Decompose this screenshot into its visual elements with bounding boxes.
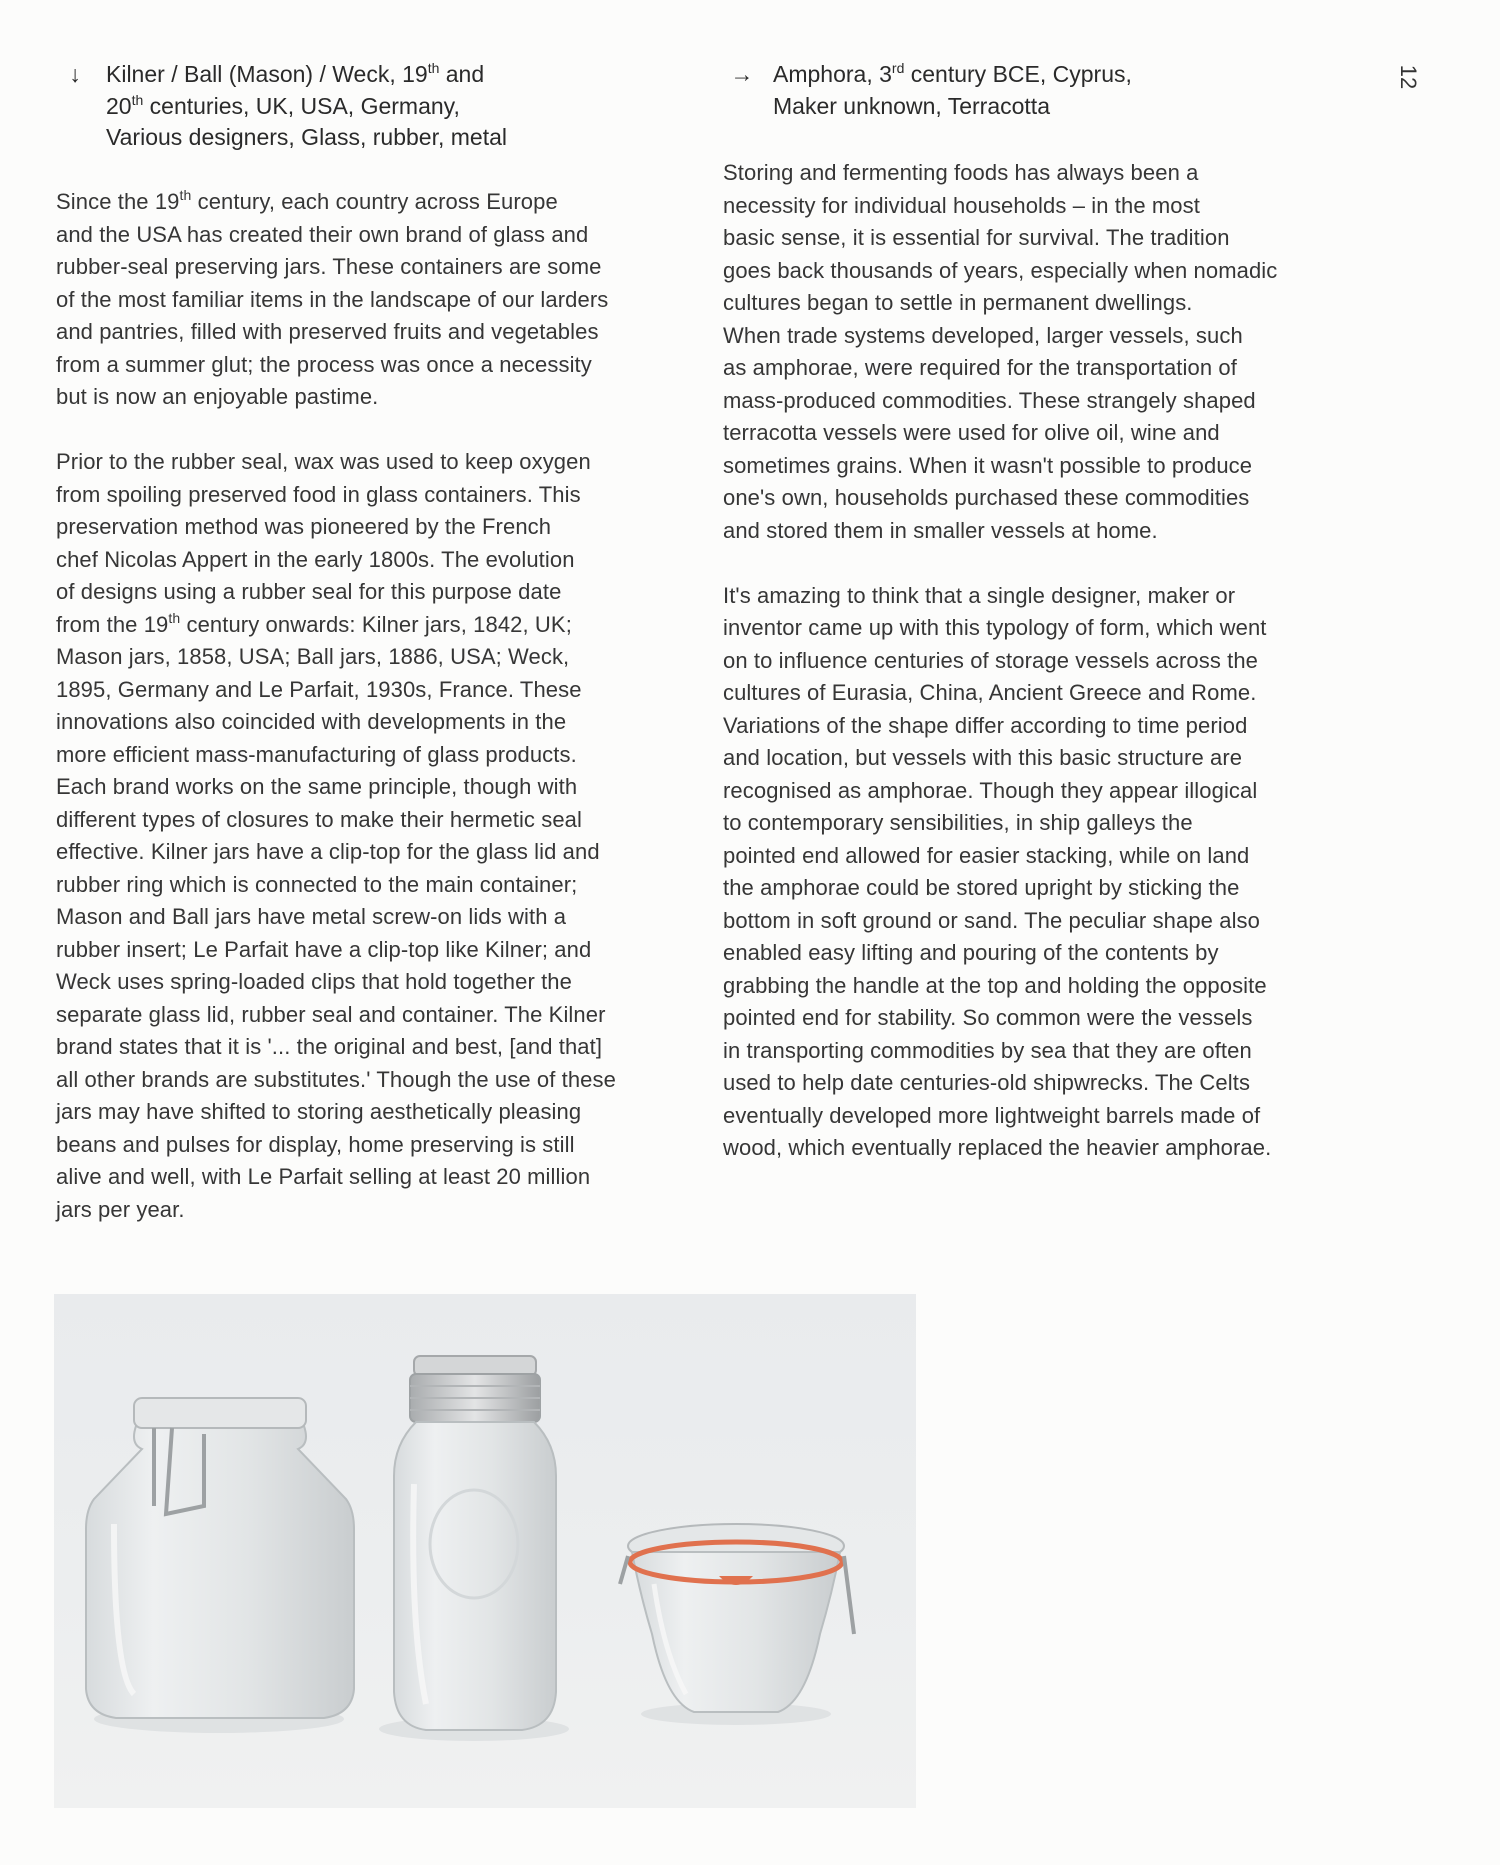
body-line: necessity for individual households – in the most [723, 192, 1200, 218]
body-line: grabbing the handle at the top and holding the opposite [723, 972, 1267, 998]
body-line [56, 479, 686, 512]
body-line [56, 641, 686, 674]
paragraph-amphora-typology [723, 580, 1343, 1165]
right-body-text [723, 157, 1343, 1197]
body-line: When trade systems developed, larger vessels, such [723, 322, 1243, 348]
caption-line [106, 122, 666, 154]
body-line: Storing and fermenting foods has always been a [723, 160, 1199, 185]
body-line-text: Prior to the rubber seal, wax was used to keep oxygen [56, 449, 591, 474]
body-line [56, 1031, 686, 1064]
caption-line-text: centuries, UK, USA, Germany, [143, 92, 460, 119]
superscript: th [168, 609, 181, 626]
body-line-text: brand states that it is '... the original and best, [and that] [56, 1034, 603, 1059]
body-line [56, 901, 686, 934]
body-line [56, 771, 686, 804]
body-line: eventually developed more lightweight barrels made of [723, 1102, 1261, 1128]
body-line [56, 706, 686, 739]
body-line-text: Weck uses spring-loaded clips that hold together the [56, 969, 572, 994]
body-line [56, 1129, 686, 1162]
arrow-down-icon: ↓ [69, 61, 81, 87]
body-line [56, 836, 686, 869]
body-line: in transporting commodities by sea that they are often [723, 1037, 1252, 1063]
body-line [56, 381, 686, 414]
body-line: bottom in soft ground or sand. The peculiar shape also [723, 907, 1260, 933]
body-line [56, 251, 686, 284]
body-line-text: innovations also coincided with developments in the [56, 709, 567, 734]
body-line [56, 674, 686, 707]
body-line [56, 316, 686, 349]
body-line-text: all other brands are substitutes.' Though the use of these [56, 1066, 616, 1092]
body-line [56, 284, 686, 317]
body-line: cultures of Eurasia, China, Ancient Greece and Rome. [723, 680, 1257, 705]
body-line-text: effective. Kilner jars have a clip-top for the glass lid and [56, 839, 600, 864]
body-line [56, 1194, 686, 1227]
body-line-text: and the USA has created their own brand of glass and [56, 221, 589, 247]
body-line: goes back thousands of years, especially when nomadic [723, 257, 1278, 283]
left-caption-text [106, 59, 666, 154]
jars-illustration [54, 1294, 916, 1808]
body-line-text: 1895, Germany and Le Parfait, 1930s, France. These [56, 676, 582, 702]
caption-line-text: and [439, 61, 485, 87]
body-line-text: from spoiling preserved food in glass containers. This [56, 481, 581, 507]
caption-line-text: 20 [106, 92, 132, 119]
body-line-text: from a summer glut; the process was once a necessity [56, 351, 592, 377]
superscript: rd [891, 60, 905, 76]
jars-photo [54, 1294, 916, 1808]
right-caption-text [773, 59, 1293, 122]
body-line-text: century onwards: Kilner jars, 1842, UK; [180, 611, 572, 637]
caption-line-text: Kilner / Ball (Mason) / Weck, 19 [106, 61, 428, 87]
body-line [56, 1096, 686, 1129]
body-line-text: Mason and Ball jars have metal screw-on lids with a [56, 904, 567, 929]
body-line [56, 544, 686, 577]
body-line-text: of designs using a rubber seal for this purpose date [56, 579, 562, 604]
superscript: th [427, 60, 440, 76]
body-line: pointed end allowed for easier stacking, while on land [723, 842, 1250, 868]
body-line [56, 1064, 686, 1097]
body-line [56, 966, 686, 999]
body-line: and stored them in smaller vessels at home. [723, 517, 1158, 543]
arrow-right-icon: → [730, 61, 754, 87]
superscript: th [179, 187, 192, 203]
body-line: the amphorae could be stored upright by sticking the [723, 875, 1240, 900]
caption-line [106, 91, 666, 123]
mason-jar [394, 1356, 556, 1730]
body-line: and location, but vessels with this basic structure are [723, 745, 1243, 770]
body-line: basic sense, it is essential for survival. The tradition [723, 225, 1230, 250]
body-line-text: alive and well, with Le Parfait selling at least 20 million [56, 1164, 591, 1189]
body-line-text: and pantries, filled with preserved fruits and vegetables [56, 319, 599, 344]
body-line-text: Since the 19 [56, 189, 180, 214]
body-line-text: rubber ring which is connected to the main container; [56, 871, 578, 897]
left-caption [69, 59, 666, 154]
body-line-text: jars may have shifted to storing aesthetically pleasing [56, 1099, 582, 1124]
body-line-text: century, each country across Europe [191, 189, 558, 214]
body-line: used to help date centuries-old shipwrecks. The Celts [723, 1070, 1251, 1095]
body-line [56, 576, 686, 609]
caption-line-text: Various designers, Glass, rubber, metal [106, 124, 507, 150]
body-line-text: Each brand works on the same principle, though with [56, 774, 578, 799]
body-line [56, 186, 686, 219]
right-caption [730, 59, 1293, 122]
body-line: It's amazing to think that a single designer, maker or [723, 582, 1236, 608]
body-line [56, 934, 686, 967]
body-line: one's own, households purchased these commodities [723, 485, 1250, 510]
body-line [56, 1161, 686, 1194]
body-line: terracotta vessels were used for olive oil, wine and [723, 420, 1220, 445]
body-line-text: from the 19 [56, 611, 169, 637]
paragraph-jars-history [56, 186, 686, 414]
body-line: to contemporary sensibilities, in ship galleys the [723, 810, 1193, 835]
body-line [56, 804, 686, 837]
paragraph-rubber-seal [56, 446, 686, 1226]
body-line [56, 609, 686, 642]
body-line-text: beans and pulses for display, home preserving is still [56, 1131, 575, 1157]
body-line: pointed end for stability. So common were the vessels [723, 1005, 1253, 1030]
body-line [56, 219, 686, 252]
caption-line [773, 59, 1293, 91]
caption-line-text: Amphora, 3 [773, 61, 892, 87]
body-line-text: rubber-seal preserving jars. These containers are some [56, 254, 602, 279]
caption-line [106, 59, 666, 91]
body-line [56, 999, 686, 1032]
body-line: sometimes grains. When it wasn't possible to produce [723, 452, 1253, 478]
body-line-text: but is now an enjoyable pastime. [56, 384, 379, 409]
body-line-text: chef Nicolas Appert in the early 1800s. The evolution [56, 546, 575, 572]
body-line: enabled easy lifting and pouring of the contents by [723, 940, 1219, 965]
body-line: on to influence centuries of storage vessels across the [723, 647, 1259, 673]
body-line-text: different types of closures to make their hermetic seal [56, 806, 583, 832]
caption-line-text: century BCE, Cyprus, [904, 61, 1132, 87]
body-line-text: more efficient mass-manufacturing of glass products. [56, 741, 577, 767]
caption-line [773, 91, 1293, 123]
superscript: th [131, 91, 144, 108]
left-body-text [56, 186, 686, 1259]
body-line: inventor came up with this typology of form, which went [723, 615, 1267, 640]
page-number: 12 [1396, 64, 1421, 90]
body-line [56, 869, 686, 902]
body-line [56, 739, 686, 772]
body-line-text: preservation method was pioneered by the French [56, 514, 552, 539]
body-line: mass-produced commodities. These strangely shaped [723, 387, 1256, 413]
kilner-jar [86, 1398, 354, 1718]
body-line: as amphorae, were required for the transportation of [723, 355, 1237, 380]
body-line-text: separate glass lid, rubber seal and container. The Kilner [56, 1001, 606, 1027]
caption-line-text: Maker unknown, Terracotta [773, 92, 1050, 119]
body-line: Variations of the shape differ according to time period [723, 712, 1248, 738]
body-line: wood, which eventually replaced the heavier amphorae. [723, 1135, 1272, 1160]
weck-jar [620, 1524, 854, 1712]
body-line [56, 446, 686, 479]
body-line-text: Mason jars, 1858, USA; Ball jars, 1886, USA; Weck, [56, 644, 570, 669]
body-line-text: of the most familiar items in the landscape of our larders [56, 286, 609, 312]
body-line-text: jars per year. [56, 1196, 185, 1222]
body-line [56, 349, 686, 382]
body-line-text: rubber insert; Le Parfait have a clip-top like Kilner; and [56, 936, 592, 962]
body-line: cultures began to settle in permanent dwellings. [723, 290, 1193, 315]
paragraph-storing-foods [723, 157, 1343, 547]
body-line: recognised as amphorae. Though they appear illogical [723, 777, 1258, 803]
body-line [56, 511, 686, 544]
